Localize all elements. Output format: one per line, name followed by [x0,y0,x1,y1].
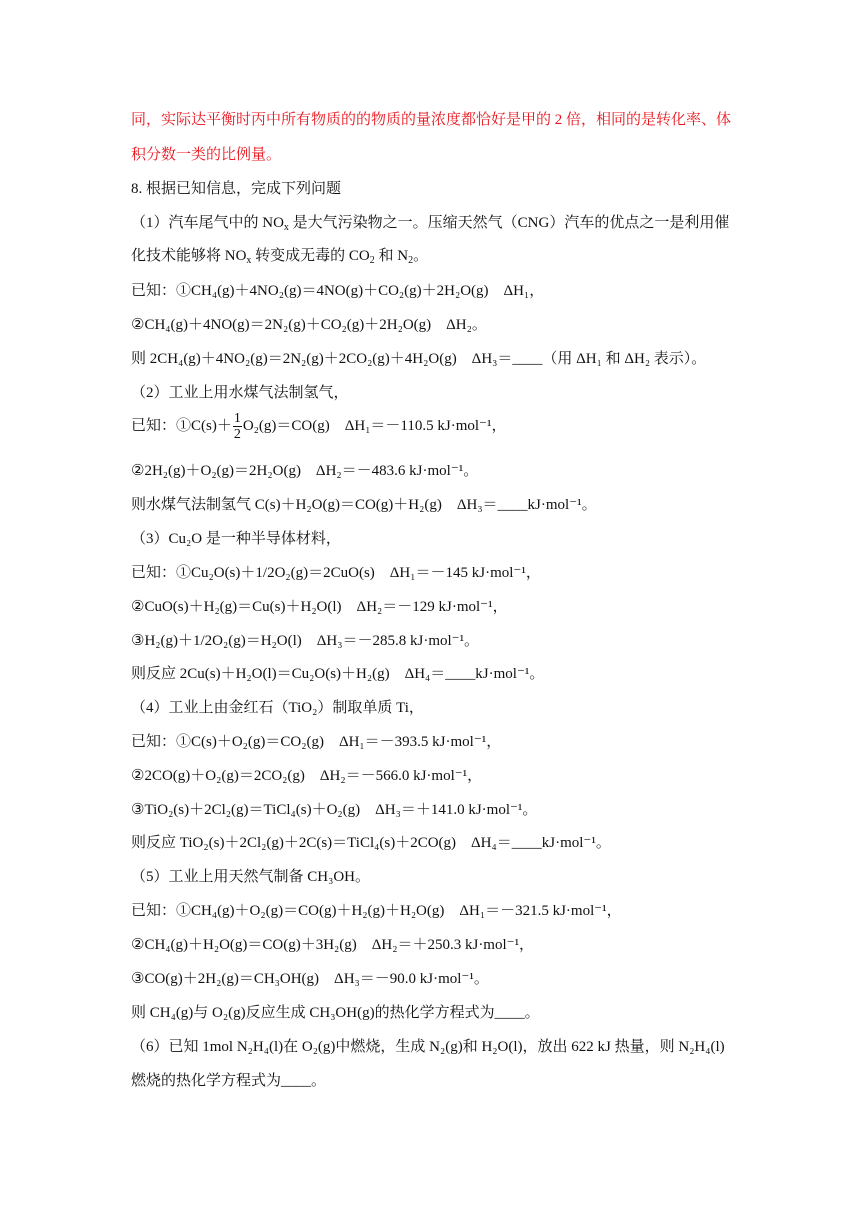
part-2-equation-1: 已知：①C(s)＋ $\frac{1}{2}$ O₂(g)＝CO(g) ΔH₁＝－110.5 kJ·mol⁻¹， [131,411,507,442]
part-2-equation-2: ②2H₂(g)＋O₂(g)＝2H₂O(g) ΔH₂＝－483.6 kJ·mol⁻¹。 [131,463,479,479]
part-4-equation-2: ②2CO(g)＋O₂(g)＝2CO₂(g) ΔH₂＝－566.0 kJ·mol⁻¹， [131,768,483,784]
part-4-equation-3: ③TiO₂(s)＋2Cl₂(g)＝TiCl₄(s)＋O₂(g) ΔH₃＝＋141.0 kJ·mol⁻¹。 [131,802,538,818]
part-2-question: 则水煤气法制氢气 C(s)＋H₂O(g)＝CO(g)＋H₂(g) ΔH₃＝____kJ·mol⁻¹。 [131,497,597,513]
part-4-question: 则反应 TiO₂(s)＋2Cl₂(g)＋2C(s)＝TiCl₄(s)＋2CO(g) ΔH₄＝____kJ·mol⁻¹。 [131,835,611,851]
part-1-intro-line-1: （1）汽车尾气中的 $NO_x$ 是大气污染物之一。压缩天然气（CNG）汽车的优点之一是利用催 [131,215,730,233]
part-2-intro: （2）工业上用水煤气法制氢气， [131,385,349,401]
part-3-equation-1: 已知：①Cu₂O(s)＋1/2O₂(g)＝2CuO(s) ΔH₁＝－145 kJ·mol⁻¹， [131,565,541,581]
part-5-equation-2: ②CH₄(g)＋H₂O(g)＝CO(g)＋3H₂(g) ΔH₂＝＋250.3 kJ·mol⁻¹， [131,937,535,953]
part-3-equation-2: ②CuO(s)＋H₂(g)＝Cu(s)＋H₂O(l) ΔH₂＝－129 kJ·mol⁻¹， [131,599,508,615]
answer-note-line-2: 积分数一类的比例量。 [131,147,282,163]
part-4-equation-1: 已知：①C(s)＋O₂(g)＝CO₂(g) ΔH₁＝－393.5 kJ·mol⁻¹， [131,734,502,750]
part-3-equation-3: ③H₂(g)＋1/2O₂(g)＝H₂O(l) ΔH₃＝－285.8 kJ·mol⁻¹。 [131,633,480,649]
part-1-equation-1: 已知：①CH₄(g)＋4NO₂(g)＝4NO(g)＋CO₂(g)＋2H₂O(g) ΔH₁， [131,283,545,299]
part-1-question: 则 2CH₄(g)＋4NO₂(g)＝2N₂(g)＋2CO₂(g)＋4H₂O(g) ΔH₃＝____（用 ΔH₁ 和 ΔH₂ 表示）。 [131,351,707,367]
part-1-intro-line-2: 化技术能够将 $NO_x$ 转变成无毒的 $CO_2$ 和 $N_2$。 [131,248,429,266]
part-5-question: 则 CH₄(g)与 O₂(g)反应生成 CH₃OH(g)的热化学方程式为____。 [131,1005,540,1021]
part-3-question: 则反应 2Cu(s)＋H₂O(l)＝Cu₂O(s)＋H₂(g) ΔH₄＝____kJ·mol⁻¹。 [131,666,545,682]
answer-note-line-1: 同，实际达平衡时丙中所有物质的的物质的量浓度都恰好是甲的 2 倍，相同的是转化率、体 [131,112,732,128]
part-5-equation-1: 已知：①CH₄(g)＋O₂(g)＝CO(g)＋H₂(g)＋H₂O(g) ΔH₁＝－321.5 kJ·mol⁻¹， [131,903,622,919]
part-1-equation-2: ②CH₄(g)＋4NO(g)＝2N₂(g)＋CO₂(g)＋2H₂O(g) ΔH₂。 [131,317,487,333]
part-6-line-1: （6）已知 1mol N₂H₄(l)在 O₂(g)中燃烧，生成 N₂(g)和 H₂O(l)，放出 622 kJ 热量，则 N₂H₄(l) [131,1039,725,1055]
part-5-intro: （5）工业上用天然气制备 CH₃OH。 [131,869,370,885]
question-8-heading: 8. 根据已知信息，完成下列问题 [131,181,342,197]
part-4-intro: （4）工业上由金红石（TiO₂）制取单质 Ti， [131,700,424,716]
part-5-equation-3: ③CO(g)＋2H₂(g)＝CH₃OH(g) ΔH₃＝－90.0 kJ·mol⁻¹。 [131,971,489,987]
one-half-fraction: $\frac{1}{2}$ [233,411,241,442]
part-6-line-2: 燃烧的热化学方程式为____。 [131,1073,327,1089]
part-3-intro: （3）Cu₂O 是一种半导体材料， [131,531,341,547]
